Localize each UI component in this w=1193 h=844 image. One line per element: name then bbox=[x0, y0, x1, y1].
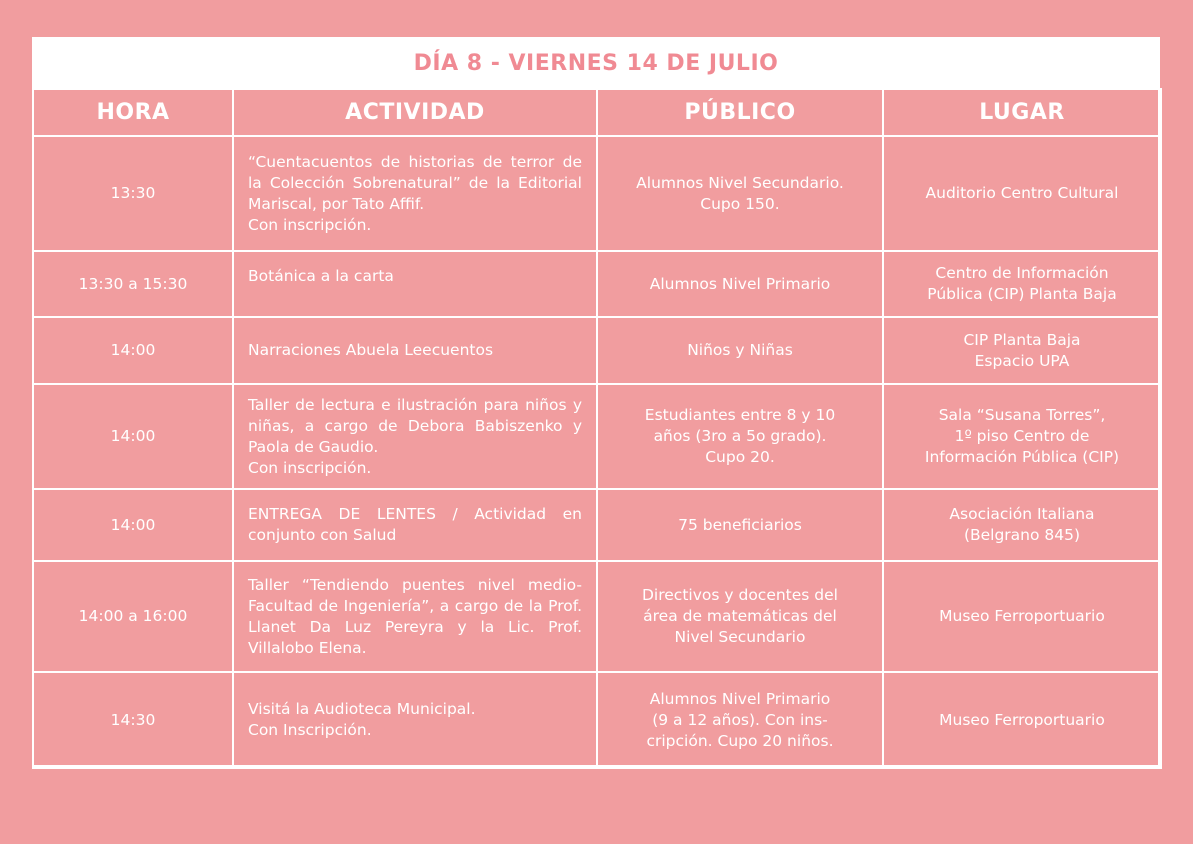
publico-line: 75 beneficiarios bbox=[678, 515, 802, 534]
publico-line: Nivel Secundario bbox=[674, 628, 806, 646]
lugar-line: Centro de Información bbox=[935, 264, 1109, 282]
header-lugar: LUGAR bbox=[883, 89, 1161, 136]
lugar-line: Asociación Italiana bbox=[949, 505, 1095, 523]
cell-lugar bbox=[883, 251, 1161, 317]
cell-actividad bbox=[233, 561, 597, 672]
cell-lugar bbox=[883, 136, 1161, 251]
publico-line: Cupo 150. bbox=[700, 194, 780, 213]
cell-publico bbox=[597, 384, 883, 489]
cell-actividad bbox=[233, 672, 597, 768]
lugar-line: Auditorio Centro Cultural bbox=[925, 184, 1119, 202]
publico-line: Cupo 20. bbox=[705, 448, 775, 466]
actividad-text: Narraciones Abuela Leecuentos bbox=[248, 341, 494, 359]
actividad-text: Taller “Tendiendo puentes nivel medio- Facultad de Ingeniería”, a cargo de la Prof. Llanet Da Luz Pereyra y la Lic. Prof. Villalobo Elena. bbox=[248, 575, 582, 657]
cell-hora: 14:00 bbox=[33, 317, 233, 384]
cell-hora: 14:00 bbox=[33, 489, 233, 561]
schedule-frame bbox=[32, 37, 1160, 767]
schedule-table bbox=[32, 88, 1162, 769]
actividad-text: “Cuentacuentos de historias de terror de la Colección Sobrenatural” de la Editorial Mariscal, por Tato Affif. bbox=[248, 152, 582, 213]
cell-lugar bbox=[883, 561, 1161, 672]
lugar-line: Pública (CIP) Planta Baja bbox=[927, 285, 1117, 303]
publico-line: Directivos y docentes del bbox=[642, 586, 838, 604]
cell-publico bbox=[597, 317, 883, 384]
cell-publico bbox=[597, 672, 883, 768]
table-row bbox=[33, 672, 1161, 768]
table-row bbox=[33, 561, 1161, 672]
lugar-line: (Belgrano 845) bbox=[963, 526, 1081, 544]
header-actividad: ACTIVIDAD bbox=[233, 89, 597, 136]
table-row bbox=[33, 384, 1161, 489]
cell-actividad bbox=[233, 317, 597, 384]
table-row bbox=[33, 251, 1161, 317]
publico-line: Estudiantes entre 8 y 10 bbox=[644, 406, 836, 424]
cell-actividad bbox=[233, 489, 597, 561]
cell-hora: 13:30 bbox=[33, 136, 233, 251]
lugar-line: Espacio UPA bbox=[974, 351, 1070, 370]
cell-actividad bbox=[233, 136, 597, 251]
table-row bbox=[33, 136, 1161, 251]
actividad-note: Con Inscripción. bbox=[248, 721, 372, 739]
cell-lugar bbox=[883, 672, 1161, 768]
actividad-note: Con inscripción. bbox=[248, 215, 372, 234]
actividad-note: Con inscripción. bbox=[248, 458, 372, 477]
publico-line: años (3ro a 5o grado). bbox=[653, 427, 827, 445]
publico-line: área de matemáticas del bbox=[643, 607, 837, 625]
table-row bbox=[33, 317, 1161, 384]
cell-hora: 14:00 bbox=[33, 384, 233, 489]
cell-actividad bbox=[233, 251, 597, 317]
lugar-line: Sala “Susana Torres”, bbox=[938, 406, 1106, 424]
cell-hora: 14:30 bbox=[33, 672, 233, 768]
cell-publico bbox=[597, 136, 883, 251]
cell-hora: 13:30 a 15:30 bbox=[33, 251, 233, 317]
publico-line: (9 a 12 años). Con ins- bbox=[652, 710, 828, 729]
actividad-text: Botánica a la carta bbox=[248, 267, 394, 285]
cell-publico bbox=[597, 489, 883, 561]
lugar-line: CIP Planta Baja bbox=[963, 330, 1081, 349]
table-row bbox=[33, 489, 1161, 561]
cell-hora: 14:00 a 16:00 bbox=[33, 561, 233, 672]
cell-publico bbox=[597, 561, 883, 672]
cell-lugar bbox=[883, 489, 1161, 561]
actividad-text: Taller de lectura e ilustración para niños y niñas, a cargo de Debora Babiszenko y Paola de Gaudio. bbox=[248, 395, 582, 456]
publico-line: cripción. Cupo 20 niños. bbox=[646, 731, 834, 750]
header-publico: PÚBLICO bbox=[597, 89, 883, 136]
cell-actividad bbox=[233, 384, 597, 489]
publico-line: Alumnos Nivel Primario bbox=[649, 274, 831, 293]
actividad-text: Visitá la Audioteca Municipal. bbox=[248, 700, 476, 718]
schedule-title: DÍA 8 - VIERNES 14 DE JULIO bbox=[34, 39, 1158, 88]
lugar-line: Museo Ferroportuario bbox=[939, 710, 1105, 729]
publico-line: Alumnos Nivel Primario bbox=[649, 689, 831, 708]
cell-lugar bbox=[883, 384, 1161, 489]
header-row bbox=[33, 89, 1161, 136]
lugar-line: Museo Ferroportuario bbox=[939, 607, 1105, 625]
publico-line: Niños y Niñas bbox=[687, 341, 793, 359]
lugar-line: Información Pública (CIP) bbox=[924, 448, 1120, 466]
header-hora: HORA bbox=[33, 89, 233, 136]
cell-publico bbox=[597, 251, 883, 317]
cell-lugar bbox=[883, 317, 1161, 384]
actividad-text: ENTREGA DE LENTES / Actividad en conjunto con Salud bbox=[248, 505, 582, 544]
lugar-line: 1º piso Centro de bbox=[954, 427, 1090, 445]
publico-line: Alumnos Nivel Secundario. bbox=[636, 173, 844, 192]
